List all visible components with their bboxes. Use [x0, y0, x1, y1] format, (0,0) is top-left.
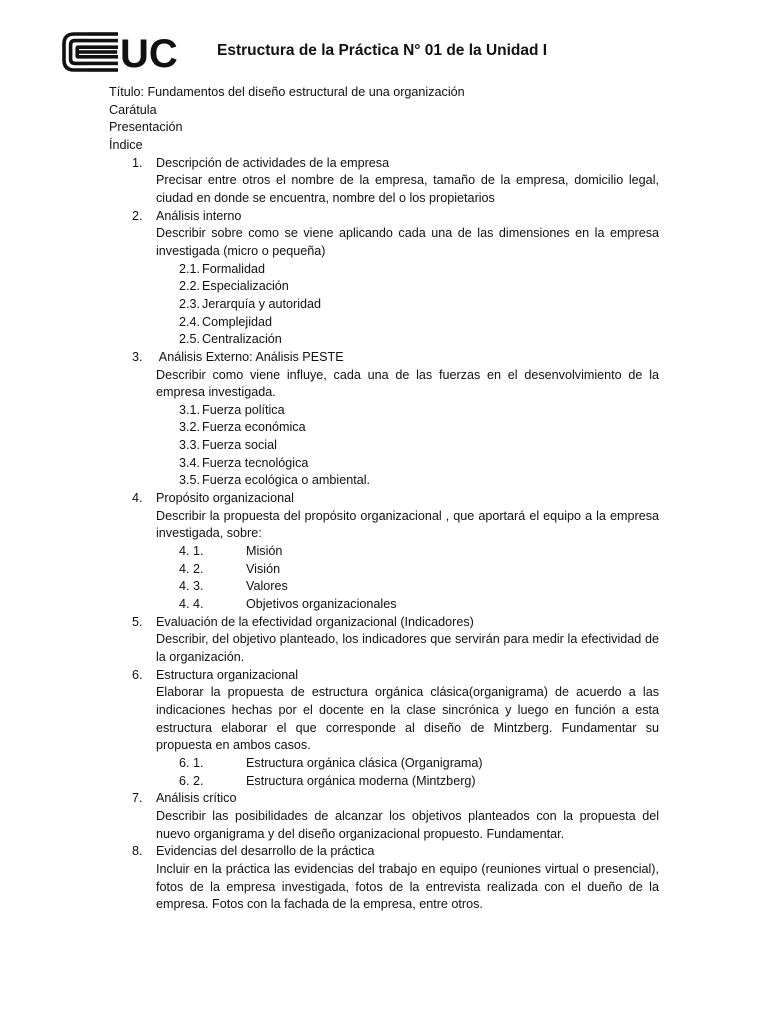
list-item-title: Análisis Externo: Análisis PESTE — [156, 349, 344, 364]
list-item-heading — [109, 155, 659, 173]
list-item-number: 3. — [132, 349, 143, 364]
sub-item-number: 3.1. — [179, 402, 201, 417]
document-title: Estructura de la Práctica N° 01 de la Unidad I — [217, 42, 548, 59]
sub-item-label: Fuerza política — [202, 402, 285, 417]
sub-item-label: Visión — [246, 561, 281, 576]
sub-item — [109, 755, 659, 773]
sub-item — [109, 596, 659, 614]
list-item-number: 5. — [132, 614, 143, 629]
sub-item-label: Jerarquía y autoridad — [202, 296, 322, 311]
sub-item-label: Fuerza ecológica o ambiental. — [202, 473, 371, 488]
sub-item-number: 6. 1. — [179, 755, 204, 770]
sub-item — [109, 331, 659, 349]
list-item-heading — [109, 208, 659, 226]
presentacion-line: Presentación — [109, 120, 183, 135]
list-item-description: Describir las posibilidades de alcanzar los objetivos planteados con la propuesta del nuevo organigrama y del diseño organizacional propuesto. Fundamentar. — [156, 808, 659, 841]
sub-item-number: 4. 4. — [179, 597, 204, 612]
sub-item-label: Estructura orgánica moderna (Mintzberg) — [246, 773, 476, 788]
sub-item-label: Especialización — [202, 279, 289, 294]
list-item-title: Descripción de actividades de la empresa — [156, 155, 390, 170]
list-item-description: Elaborar la propuesta de estructura orgánica clásica(organigrama) de acuerdo a las indicaciones hechas por el docente en la clase sincrónica y luego en función a esta estructura elaborar el que corresponde al diseño de Mintzberg. Fundamentar su propuesta en ambos casos. — [156, 685, 659, 753]
list-item-number: 6. — [132, 667, 143, 682]
list-item-description: Describir, del objetivo planteado, los indicadores que servirán para medir la efectividad de la organización. — [156, 632, 659, 664]
sub-item — [109, 278, 659, 296]
list-item-title: Evidencias del desarrollo de la práctica — [156, 844, 375, 859]
list-item-heading — [109, 667, 659, 685]
list-item-heading — [109, 790, 659, 808]
sub-item-label: Fuerza social — [202, 438, 277, 453]
caratula-line: Carátula — [109, 102, 157, 117]
list-item-description: Describir como viene influye, cada una de las fuerzas en el desenvolvimiento de la empresa investigada. — [156, 367, 659, 400]
document-header — [62, 32, 702, 72]
sub-item — [109, 773, 659, 791]
list-item-title: Análisis interno — [156, 208, 242, 223]
list-item-heading — [109, 490, 659, 508]
list-item-title: Propósito organizacional — [156, 491, 294, 506]
sub-item-number: 3.5. — [179, 473, 201, 488]
list-item-title: Análisis crítico — [156, 791, 237, 806]
sub-item-number: 3.3. — [179, 438, 201, 453]
sub-item — [109, 419, 659, 437]
sub-item — [109, 437, 659, 455]
sub-item-number: 3.2. — [179, 420, 201, 435]
sub-item — [109, 561, 659, 579]
sub-item — [109, 314, 659, 332]
list-item-description: Incluir en la práctica las evidencias del trabajo en equipo (reuniones virtual o presencial), fotos de la empresa investigada, fotos de la entrevista realizada con el dueño de la empresa. Fotos con la fachada de la empresa, entre otros. — [156, 861, 659, 912]
sub-item — [109, 261, 659, 279]
sub-item-number: 2.4. — [179, 314, 201, 329]
logo-text: UC — [120, 32, 178, 72]
sub-item-number: 2.2. — [179, 279, 201, 294]
list-item-number: 7. — [132, 791, 143, 806]
list-item-heading — [109, 843, 659, 861]
sub-item-label: Fuerza tecnológica — [202, 455, 309, 470]
list-item-description: Describir sobre como se viene aplicando cada una de las dimensiones en la empresa investigada (micro o pequeña) — [156, 226, 659, 258]
sub-item-number: 2.3. — [179, 296, 201, 311]
list-item-heading — [109, 614, 659, 632]
sub-item-label: Fuerza económica — [202, 420, 306, 435]
sub-item-label: Formalidad — [202, 261, 265, 276]
sub-item-number: 4. 2. — [179, 561, 204, 576]
sub-item — [109, 543, 659, 561]
sub-item — [109, 472, 659, 490]
list-item-number: 1. — [132, 155, 143, 170]
uc-logo — [62, 32, 186, 72]
list-item-number: 2. — [132, 208, 143, 223]
sub-item-number: 4. 3. — [179, 579, 204, 594]
list-item-number: 8. — [132, 844, 143, 859]
sub-item — [109, 455, 659, 473]
list-item-title: Estructura organizacional — [156, 667, 299, 682]
sub-item-label: Objetivos organizacionales — [246, 597, 397, 612]
sub-item — [109, 578, 659, 596]
sub-item-number: 4. 1. — [179, 544, 204, 559]
sub-item-label: Complejidad — [202, 314, 273, 329]
indice-line: Índice — [109, 137, 143, 152]
sub-item-label: Misión — [246, 544, 283, 559]
sub-item-label: Estructura orgánica clásica (Organigrama) — [246, 755, 483, 770]
sub-item-label: Centralización — [202, 332, 282, 347]
sub-item — [109, 402, 659, 420]
list-item-title: Evaluación de la efectividad organizacional (Indicadores) — [156, 614, 474, 629]
document-body — [109, 84, 659, 914]
sub-item — [109, 296, 659, 314]
sub-item-number: 6. 2. — [179, 773, 204, 788]
list-item-description: Describir la propuesta del propósito organizacional , que aportará el equipo a la empresa investigada, sobre: — [156, 508, 659, 541]
list-item-number: 4. — [132, 491, 143, 506]
title-line: Título: Fundamentos del diseño estructural de una organización — [109, 85, 465, 99]
list-item-description: Precisar entre otros el nombre de la empresa, tamaño de la empresa, domicilio legal, ciudad en donde se encuentra, nombre del o los propietarios — [156, 173, 659, 205]
sub-item-label: Valores — [246, 579, 288, 594]
sub-item-number: 2.5. — [179, 332, 201, 347]
list-item-heading — [109, 349, 659, 367]
sub-item-number: 3.4. — [179, 455, 201, 470]
sub-item-number: 2.1. — [179, 261, 201, 276]
